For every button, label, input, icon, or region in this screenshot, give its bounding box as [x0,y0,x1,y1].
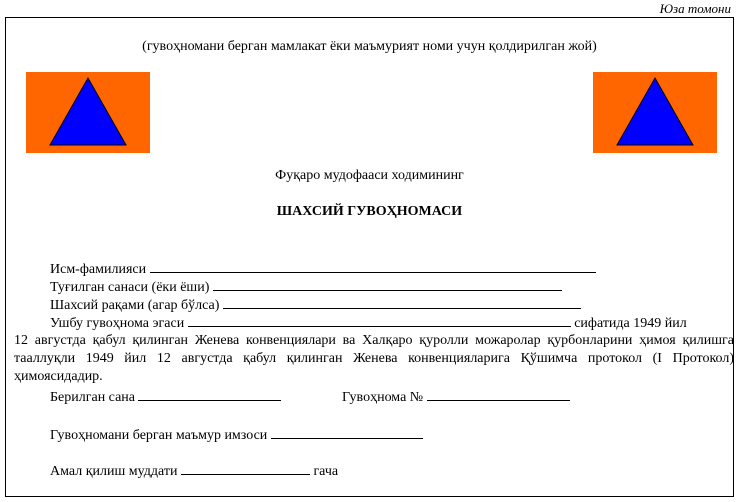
protection-paragraph: 12 августда қабул қилинган Женева конвенциялари ва Халқаро қуролли можаролар қурбонларини ҳимоя қилишга тааллуқли 1949 йил 12 августда қабул қилинган Женева конвенцияларига Қўшимча протокол (I Протокол) ҳимоясидадир. [14,333,734,384]
signature-field [50,426,423,444]
personal-number-label: Шахсий рақами (агар бўлса) [50,298,220,313]
holder-field [50,314,687,332]
issue-date-label: Берилган сана [50,390,135,405]
birth-field [50,278,562,296]
signature-label: Гувоҳномани берган маъмур имзоси [50,428,268,443]
name-blank-line [150,260,596,273]
card-number-label: Гувоҳнома № [342,390,424,405]
holder-blank-line [188,314,571,327]
name-field [50,260,596,278]
issue-date-blank-line [138,388,281,401]
name-label: Исм-фамилияси [50,262,147,277]
id-card-front [5,17,734,497]
validity-blank-line [181,462,310,475]
issuer-placeholder-note: (гувоҳномани берган мамлакат ёки маъмурият номи учун қолдирилган жой) [142,39,597,54]
validity-label: Амал қилиш муддати [50,464,178,479]
side-label: Юза томони [659,1,731,16]
holder-label: Ушбу гувоҳнома эгаси [50,316,185,331]
civil-defence-emblem-right [593,72,717,153]
issue-date-field [50,388,281,406]
card-subtitle: Фуқаро мудофааси ходимининг [275,168,464,183]
birth-blank-line [213,278,562,291]
personal-number-blank-line [223,296,581,309]
birth-label: Туғилган санаси (ёки ёши) [50,280,210,295]
card-number-blank-line [427,388,570,401]
blue-triangle-icon [593,72,717,153]
civil-defence-emblem-left [26,72,150,153]
signature-blank-line [271,426,423,439]
personal-number-field [50,296,581,314]
blue-triangle-icon [26,72,150,153]
card-number-field [342,388,570,406]
card-title: ШАХСИЙ ГУВОҲНОМАСИ [276,204,463,219]
validity-suffix: гача [313,464,339,479]
holder-suffix: сифатида 1949 йил [574,316,687,331]
validity-field [50,462,338,480]
